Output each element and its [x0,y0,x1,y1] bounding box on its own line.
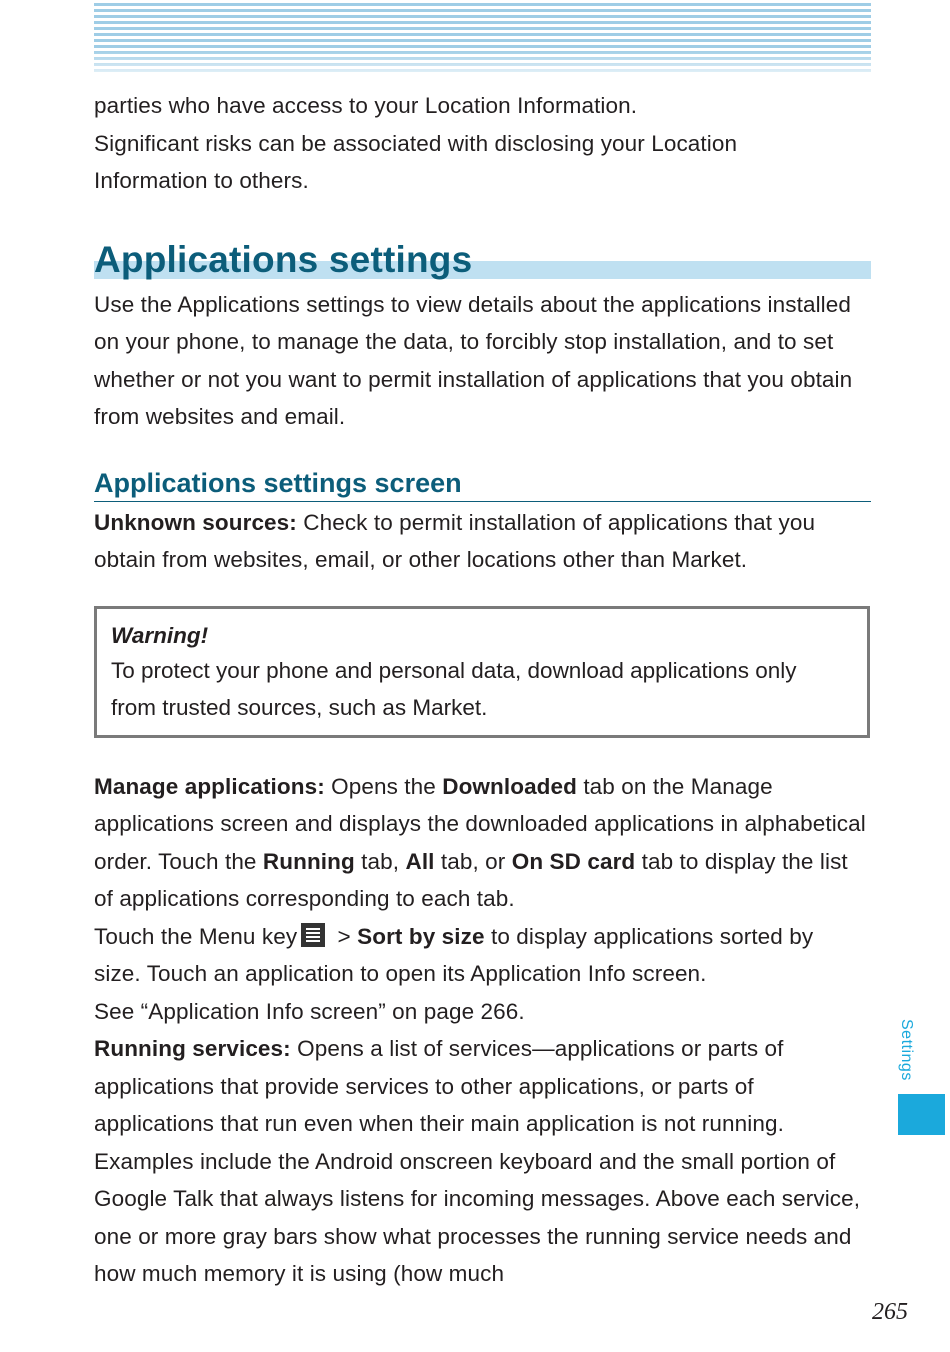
page-number: 265 [872,1299,908,1325]
manage-applications-text: > [331,923,358,949]
manage-applications-text: tab, or [434,848,512,874]
running-tab-label: Running [262,848,355,874]
manage-applications-text: tab to display the list of applications corresponding to each tab. [94,848,848,911]
section-heading-text: Applications settings [94,238,473,280]
menu-key-icon [301,923,325,947]
intro-line-1: parties who have access to your Location Information. [94,93,638,118]
unknown-sources-paragraph [94,504,864,579]
running-services-text: Opens a list of services—applications or parts of applications that provide services to other applications, or parts of applications that run even when their main application is not running. Examples include the Android onscreen keyboard and the small portion of Google Talk that always listens for incoming messages. Above each service, one or more gray bars show what processes the running service needs and how much memory it is using (how much [94,1036,861,1286]
subsection-heading: Applications settings screen [94,466,871,502]
side-tab-marker [898,1094,945,1135]
unknown-sources-text: Check to permit installation of applications that you obtain from websites, email, or other locations other than Market. [94,509,816,572]
running-services-label: Running services: [94,1036,291,1061]
downloaded-tab-label: Downloaded [442,773,577,799]
intro-line-3: Information to others. [94,168,309,193]
manage-applications-text: tab, [354,848,406,874]
manage-applications-text: tab on the Manage applications screen and displays the downloaded applications in alphabetical order. Touch the [94,773,866,874]
side-tab-label: Settings [898,1019,915,1081]
warning-box [94,606,870,738]
section-heading [94,238,874,286]
manage-applications-label: Manage applications: [94,773,325,799]
manage-applications-text: to display applications sorted by size. Touch an application to open its Application Info screen. [94,923,814,986]
all-tab-label: All [405,848,435,874]
unknown-sources-label: Unknown sources: [94,509,297,535]
manage-applications-paragraph [94,768,866,1031]
intro-paragraph [94,87,874,200]
warning-title: Warning! [111,622,209,648]
sd-card-tab-label: On SD card [511,848,636,874]
warning-text: To protect your phone and personal data, download applications only from trusted sources, such as Market. [111,657,797,720]
intro-line-2: Significant risks can be associated with disclosing your Location [94,130,738,156]
page-content [94,87,874,1293]
manage-applications-text: Touch the Menu key [94,923,298,949]
sort-by-size-label: Sort by size [357,923,485,949]
page-reference: See “Application Info screen” on page 266. [94,998,525,1024]
manage-applications-text: Opens the [324,773,443,799]
running-services-paragraph [94,1030,866,1293]
header-stripes [94,3,871,75]
section-body: Use the Applications settings to view details about the applications installed on your phone, to manage the data, to forcibly stop installation, and to set whether or not you want to permit installation of applications that you obtain from websites and email. [94,291,853,429]
